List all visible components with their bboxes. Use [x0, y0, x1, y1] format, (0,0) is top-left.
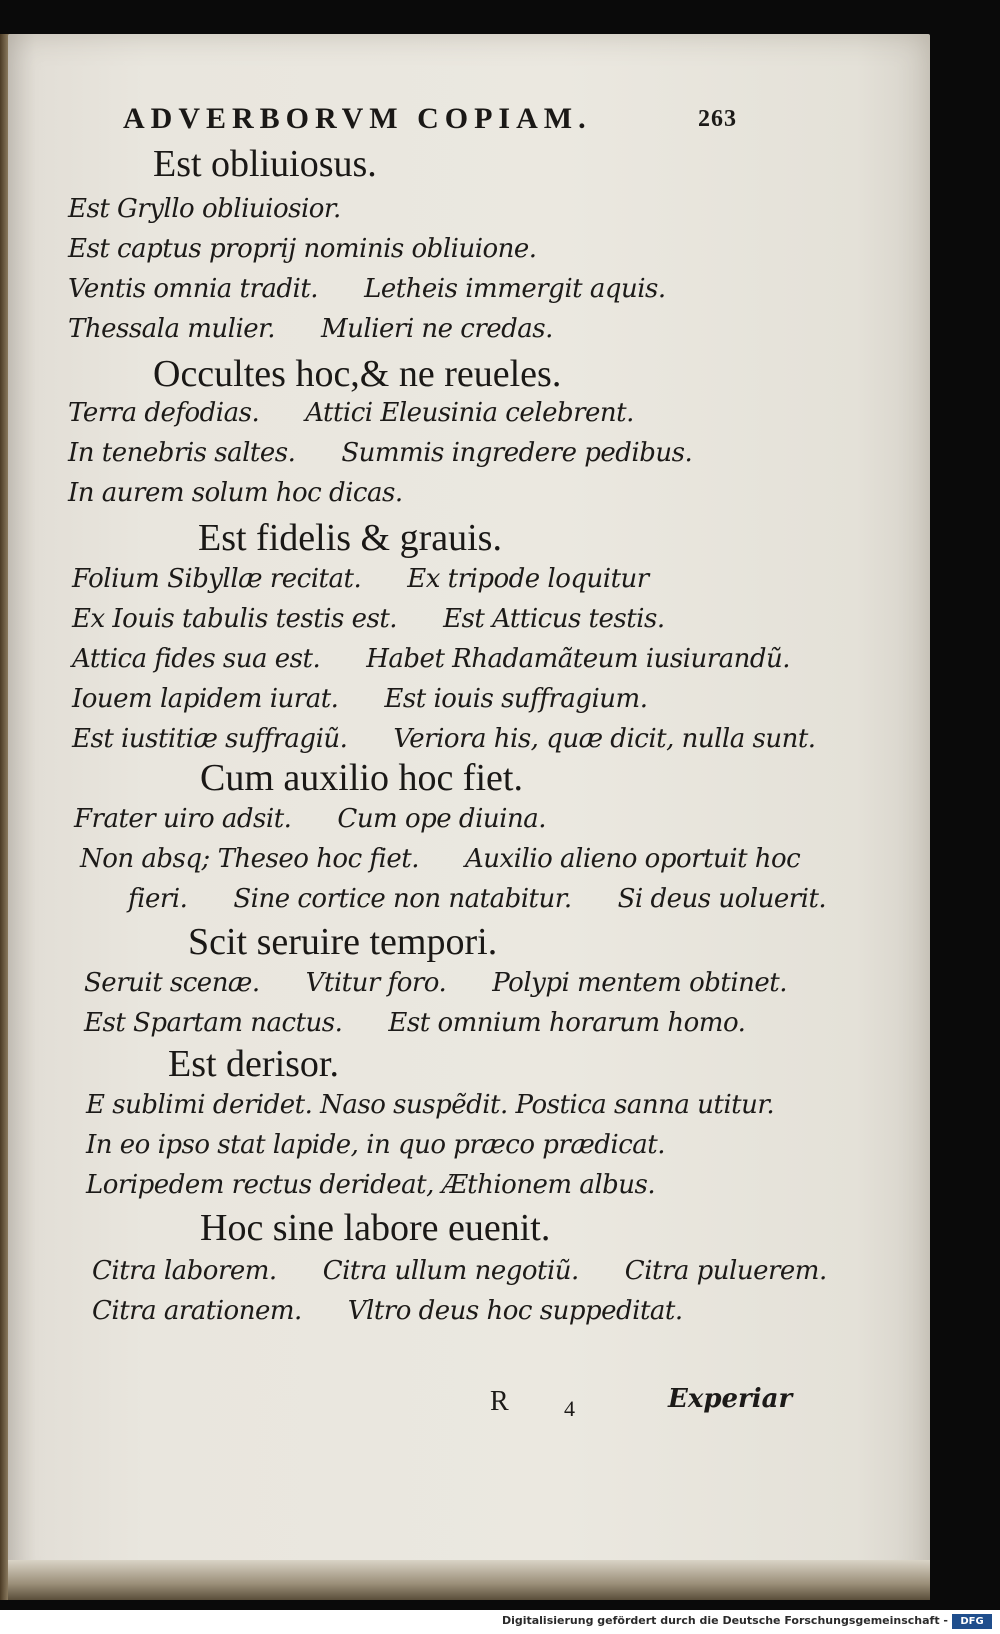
text-line: Terra defodias. Attici Eleusinia celebrent. — [68, 398, 634, 428]
section-heading: Occultes hoc,& ne reueles. — [153, 353, 562, 395]
catchword: Experiar — [668, 1384, 793, 1414]
signature-number: 4 — [564, 1396, 575, 1421]
text-line: Loripedem rectus derideat, Æthionem albus. — [86, 1170, 656, 1200]
text-line: Est captus proprij nominis obliuione. — [68, 234, 537, 264]
signature-mark: R — [490, 1386, 509, 1417]
page-number: 263 — [698, 106, 737, 132]
text-line: In eo ipso stat lapide, in quo præco prædicat. — [86, 1130, 666, 1160]
text-line: Citra laborem. Citra ullum negotiũ. Citra puluerem. — [92, 1256, 827, 1286]
digitization-footer — [0, 1610, 1000, 1634]
text-line: Frater uiro adsit. Cum ope diuina. — [74, 804, 546, 834]
text-line: Ex Iouis tabulis testis est. Est Atticus testis. — [72, 604, 665, 634]
section-heading: Est fidelis & grauis. — [198, 517, 502, 559]
running-head: ADVERBORVM COPIAM. — [123, 102, 592, 135]
text-line: Folium Sibyllæ recitat. Ex tripode loquitur — [72, 564, 649, 594]
text-line: Citra arationem. Vltro deus hoc suppeditat. — [92, 1296, 683, 1326]
text-line: Attica fides sua est. Habet Rhadamãteum iusiurandũ. — [72, 644, 791, 674]
section-heading: Cum auxilio hoc fiet. — [200, 757, 523, 799]
dfg-logo-icon: DFG — [952, 1614, 992, 1629]
text-line: In tenebris saltes. Summis ingredere pedibus. — [68, 438, 693, 468]
text-line: Est Spartam nactus. Est omnium horarum homo. — [84, 1008, 746, 1038]
text-line: Est Gryllo obliuiosior. — [68, 194, 341, 224]
text-line: Seruit scenæ. Vtitur foro. Polypi mentem obtinet. — [84, 968, 788, 998]
section-heading: Est derisor. — [168, 1043, 339, 1085]
section-heading: Hoc sine labore euenit. — [200, 1207, 551, 1249]
text-line: In aurem solum hoc dicas. — [68, 478, 403, 508]
text-line: fieri. Sine cortice non natabitur. Si deus uoluerit. — [128, 884, 827, 914]
text-line: Iouem lapidem iurat. Est iouis suffragium. — [72, 684, 648, 714]
text-line: Est iustitiæ suffragiũ. Veriora his, quæ dicit, nulla sunt. — [72, 724, 816, 754]
footer-credit: Digitalisierung gefördert durch die Deutsche Forschungsgemeinschaft - — [501, 1614, 948, 1627]
page-text — [8, 34, 930, 1592]
text-line: Non absq; Theseo hoc fiet. Auxilio alieno oportuit hoc — [80, 844, 801, 874]
text-line: E sublimi deridet. Naso suspẽdit. Postica sanna utitur. — [86, 1090, 775, 1120]
text-line: Thessala mulier. Mulieri ne credas. — [68, 314, 553, 344]
section-heading: Est obliuiosus. — [153, 143, 377, 185]
text-line: Ventis omnia tradit. Letheis immergit aquis. — [68, 274, 666, 304]
section-heading: Scit seruire tempori. — [188, 921, 498, 963]
